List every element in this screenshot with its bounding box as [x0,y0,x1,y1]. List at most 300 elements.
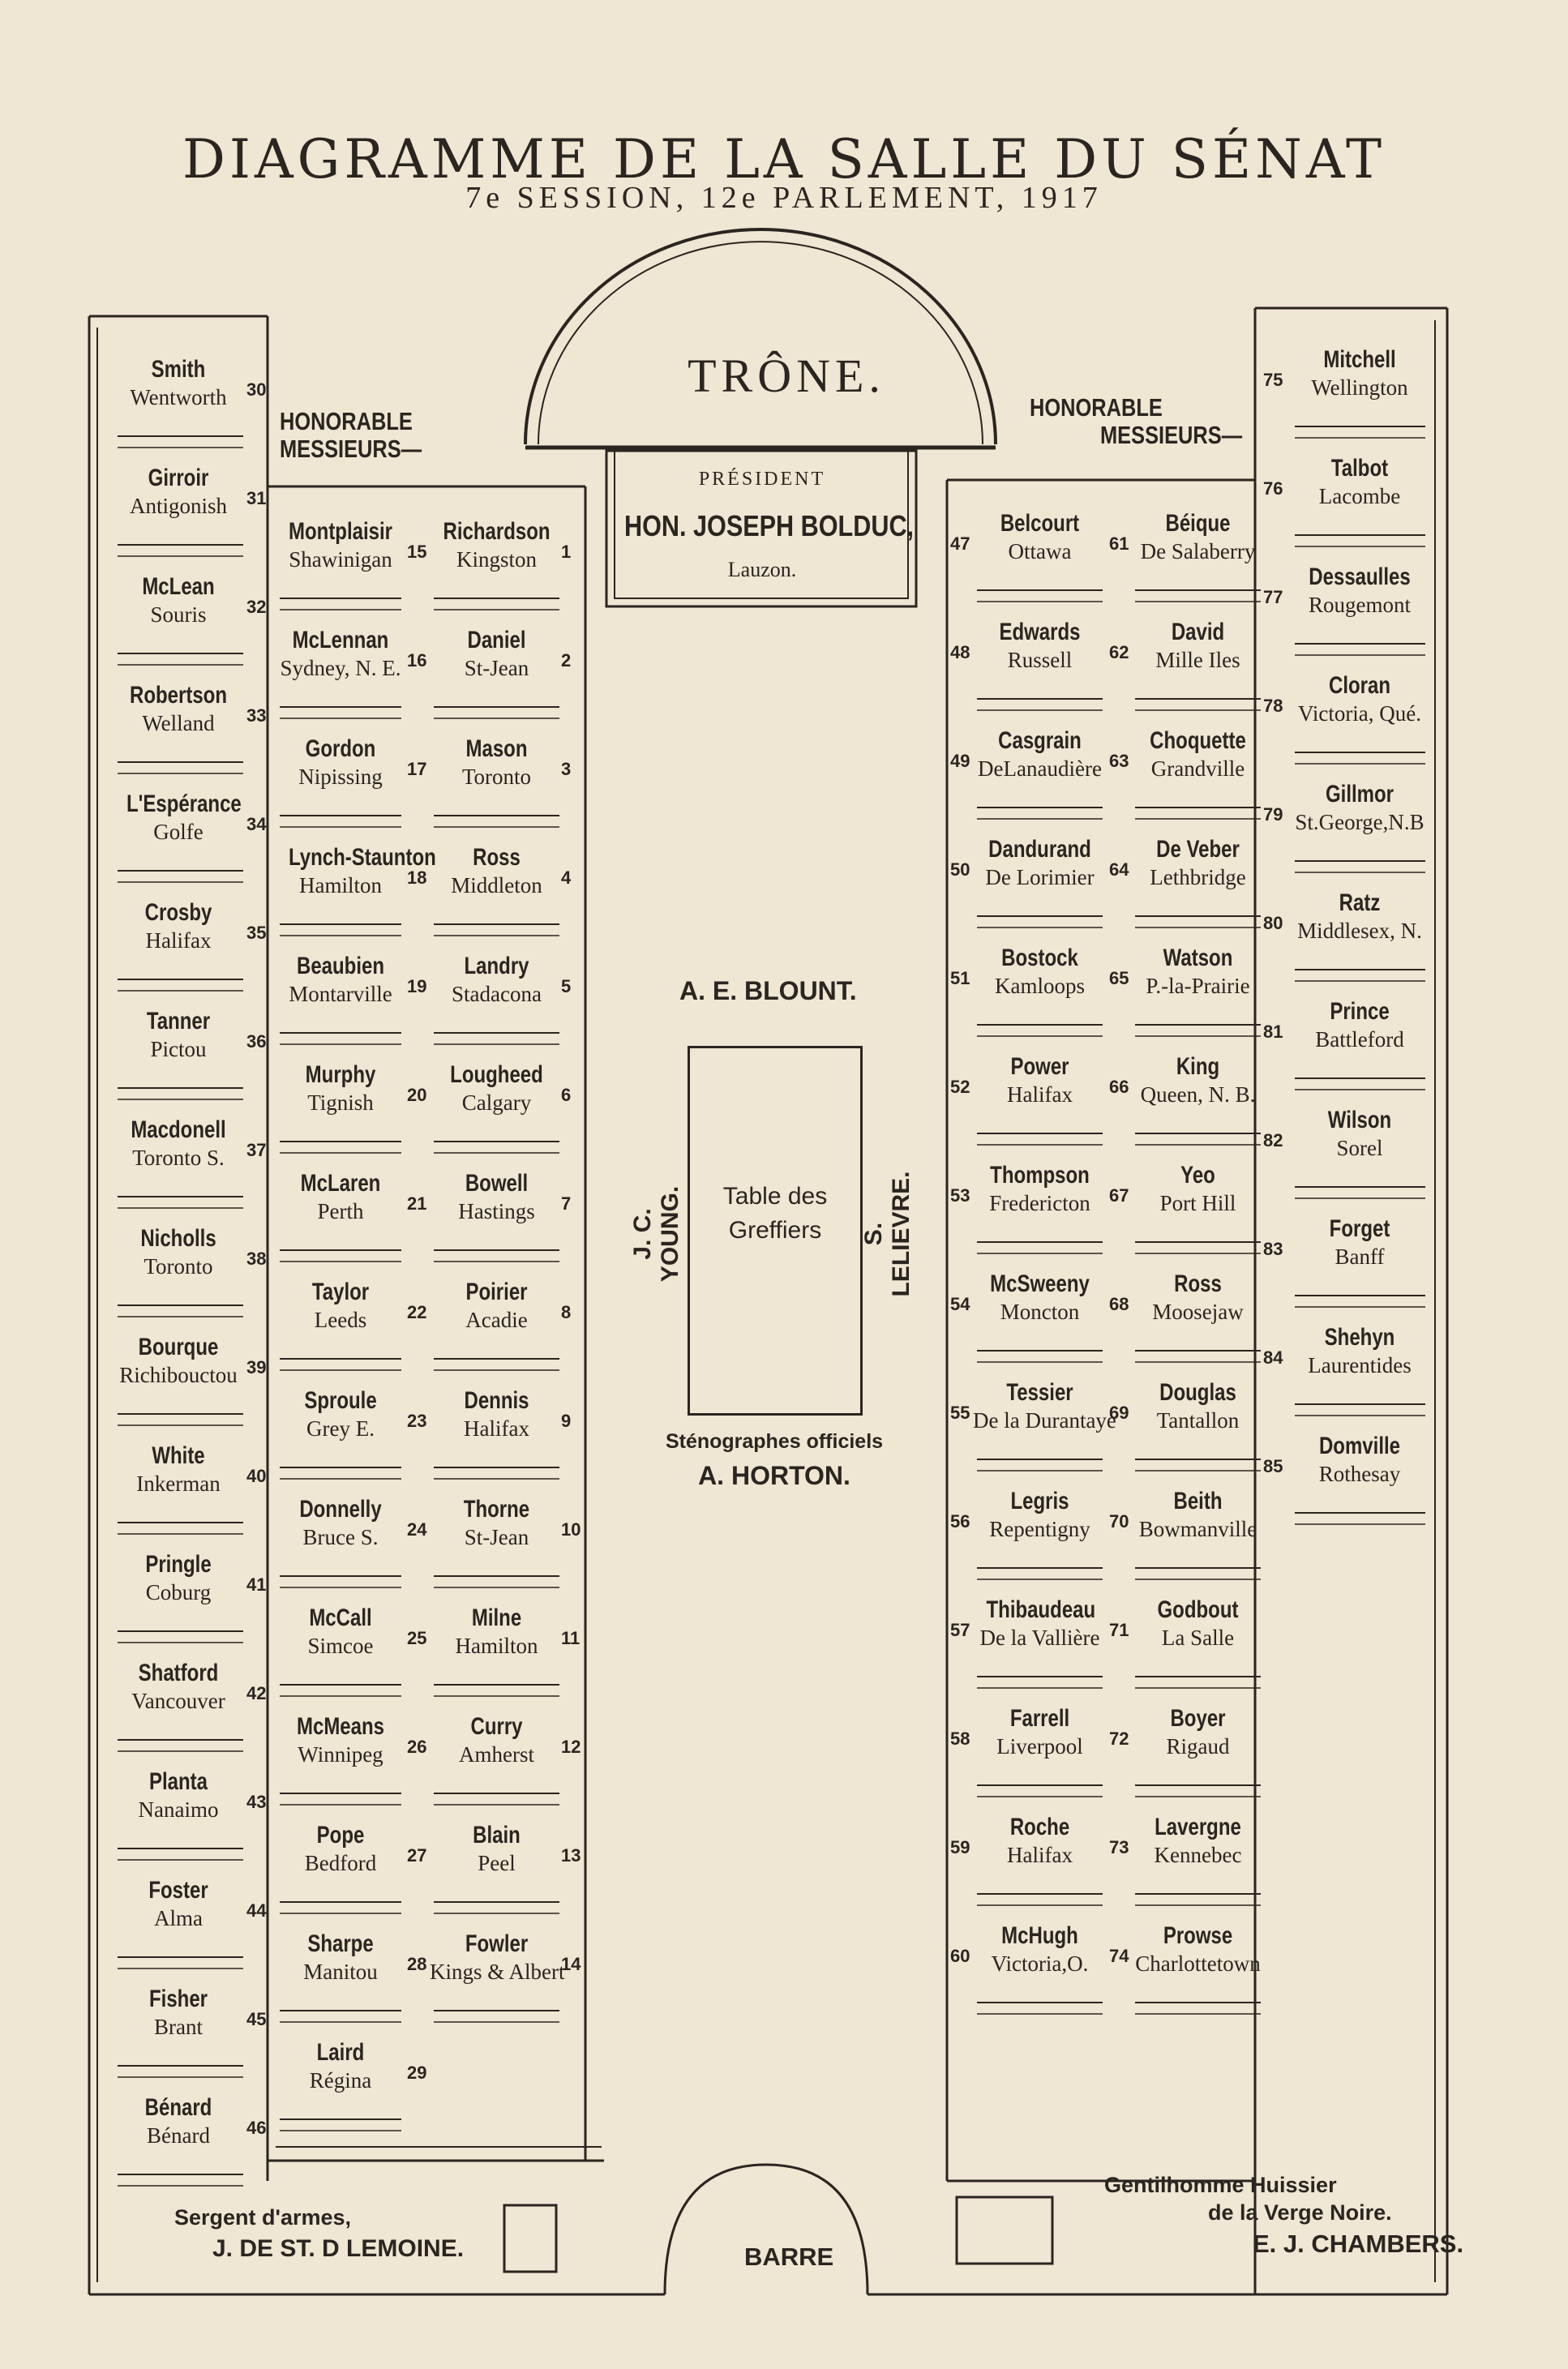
senator-name: McLennan [292,627,389,653]
seat-51 [973,945,1107,997]
seat-38 [114,1226,243,1278]
senator-riding: Acadie [465,1307,528,1332]
seat-2 [430,628,563,679]
page-subtitle: 7e SESSION, 12e PARLEMENT, 1917 [465,181,1103,215]
senator-riding: Simcoe [307,1633,374,1658]
seat-number: 17 [407,759,427,779]
senator-name: Macdonell [131,1116,226,1143]
senator-riding: Pictou [150,1036,207,1061]
seat-42 [114,1660,243,1712]
seat-number: 73 [1109,1837,1129,1857]
president-riding: Lauzon. [727,558,797,581]
hon-right-2: MESSIEURS— [1100,421,1243,449]
seat-43 [114,1769,243,1821]
senator-name: Bostock [1001,945,1078,971]
senator-name: McSweeny [990,1270,1090,1297]
clerks-table-label: Table des Greffiers [722,1183,828,1244]
seat-number: 84 [1263,1347,1283,1368]
seat-13 [430,1823,563,1874]
seat-61 [1131,511,1265,563]
seat-30 [114,357,243,409]
seat-83 [1291,1216,1429,1268]
page-title: DIAGRAMME DE LA SALLE DU SÉNAT [182,128,1386,191]
president-name: HON. JOSEPH BOLDUC, [624,509,915,542]
senator-riding: Antigonish [129,493,227,518]
seat-39 [114,1334,243,1386]
senator-name: Forget [1329,1215,1390,1242]
usher-label-2: de la Verge Noire. [1208,2200,1392,2225]
senator-name: Bowell [465,1170,529,1197]
seat-number: 37 [246,1140,267,1160]
seat-52 [973,1054,1107,1106]
senator-riding: Tignish [307,1090,374,1115]
seat-number: 72 [1109,1729,1129,1749]
senator-name: Gillmor [1325,781,1394,808]
senator-riding: Souris [150,602,207,627]
senator-name: McMeans [296,1713,385,1740]
senator-riding: Nanaimo [138,1797,219,1822]
senator-name: Wilson [1327,1107,1392,1133]
senator-riding: Calgary [461,1090,532,1115]
senator-riding: Toronto S. [132,1145,225,1170]
seat-number: 32 [246,597,267,617]
bar-arch [665,2165,868,2294]
senator-name: Mason [465,735,528,762]
senator-riding: Halifax [1007,1082,1073,1107]
seat-29 [276,2040,405,2092]
sergeant-label: Sergent d'armes, [174,2205,352,2230]
senator-name: Prowse [1163,1922,1233,1949]
seat-54 [973,1271,1107,1323]
senator-name: Dennis [464,1387,529,1414]
seat-number: 13 [561,1845,581,1866]
senator-riding: Manitou [303,1959,378,1984]
footer-box-right [957,2197,1052,2264]
senator-name: Bourque [138,1334,219,1360]
left-clerk: J. C. YOUNG. [629,1185,683,1283]
senator-riding: Charlottetown [1135,1951,1261,1976]
senator-riding: Kings & Albert [430,1959,565,1984]
seat-number: 63 [1109,751,1129,771]
seat-number: 71 [1109,1620,1129,1640]
senator-riding: Shawinigan [289,546,392,572]
senator-name: Prince [1330,998,1390,1025]
senator-riding: Richibouctou [119,1362,238,1387]
senator-name: Donnelly [299,1496,382,1523]
seat-56 [973,1489,1107,1540]
senator-riding: St-Jean [464,655,529,680]
seat-66 [1131,1054,1265,1106]
senator-riding: De Lorimier [985,864,1095,889]
seat-number: 76 [1263,478,1283,499]
seat-63 [1131,728,1265,780]
seat-80 [1291,890,1429,942]
senator-name: L'Espérance [126,790,242,817]
seat-32 [114,574,243,626]
sergeant-name: J. DE ST. D LEMOINE. [212,2235,465,2262]
seat-79 [1291,782,1429,833]
senator-name: Milne [471,1604,522,1631]
seat-number: 56 [950,1511,970,1531]
seat-number: 33 [246,705,267,726]
senator-riding: Hamilton [455,1633,538,1658]
seat-40 [114,1443,243,1495]
senator-name: McLean [142,573,215,600]
senator-riding: Amherst [459,1741,534,1767]
seat-number: 52 [950,1077,970,1097]
senator-riding: Vancouver [131,1688,225,1713]
senator-name: Fisher [148,1986,208,2012]
senator-name: Choquette [1150,727,1246,754]
senator-name: Beaubien [296,953,385,979]
seat-82 [1291,1107,1429,1159]
seat-number: 47 [950,533,970,554]
seat-11 [430,1605,563,1657]
seat-number: 36 [246,1031,267,1052]
seat-31 [114,465,243,517]
senator-riding: P.-la-Prairie [1146,973,1250,998]
senator-name: Thorne [463,1496,530,1523]
senator-riding: St.George,N.B [1295,809,1424,834]
senator-riding: Montarville [289,981,392,1006]
senator-name: Lynch-Staunton [289,844,436,871]
senator-name: Dessaulles [1309,563,1411,590]
seat-62 [1131,619,1265,671]
senator-riding: Bedford [304,1850,377,1875]
clerk-assistant: A. E. BLOUNT. [679,976,857,1005]
seat-number: 48 [950,642,970,662]
seat-68 [1131,1271,1265,1323]
senator-name: Nicholls [140,1225,216,1252]
senator-riding: Inkerman [136,1471,221,1496]
senator-name: Tanner [146,1008,211,1035]
seat-9 [430,1388,563,1440]
senator-riding: Winnipeg [298,1741,383,1767]
seat-number: 1 [561,542,572,562]
senator-name: Robertson [130,682,227,709]
seat-number: 46 [246,2118,267,2138]
seat-22 [276,1279,405,1331]
seat-84 [1291,1325,1429,1377]
seat-number: 80 [1263,913,1283,933]
senator-name: Ross [473,844,521,871]
hon-right-1: HONORABLE [1030,393,1163,422]
seat-67 [1131,1163,1265,1214]
seat-6 [430,1062,563,1114]
senator-name: Ross [1174,1270,1222,1297]
senator-riding: Sydney, N. E. [280,655,401,680]
senator-riding: Victoria, Qué. [1297,700,1422,726]
senator-riding: Queen, N. B. [1140,1082,1256,1107]
senator-riding: Bénard [147,2123,210,2148]
seat-21 [276,1171,405,1223]
senator-riding: Grandville [1150,756,1245,781]
senator-name: Sproule [304,1387,377,1414]
seat-75 [1291,347,1429,399]
seat-number: 62 [1109,642,1129,662]
right-clerk: S. LELIEVRE. [860,1171,915,1297]
senator-riding: Moncton [1000,1299,1080,1324]
senator-name: Sharpe [307,1930,374,1957]
seat-76 [1291,456,1429,508]
senator-riding: Bruce S. [302,1524,379,1549]
senator-name: Blain [473,1822,521,1849]
seat-number: 38 [246,1249,267,1269]
seat-17 [276,736,405,788]
seat-number: 22 [407,1302,427,1322]
seat-number: 58 [950,1729,970,1749]
seat-number: 64 [1109,859,1129,880]
senator-name: Farrell [1009,1705,1070,1732]
senator-riding: Kingston [456,546,537,572]
senator-riding: De la Vallière [979,1625,1100,1650]
senator-riding: Sorel [1336,1135,1383,1160]
senator-riding: Brant [154,2014,203,2039]
senator-riding: Laurentides [1308,1352,1412,1377]
seat-33 [114,683,243,735]
seat-26 [276,1714,405,1766]
seat-number: 54 [950,1294,970,1314]
seat-16 [276,628,405,679]
seat-number: 61 [1109,533,1129,554]
senator-riding: Port Hill [1159,1190,1236,1215]
seat-number: 3 [561,759,572,779]
reporters-label: Sténographes officiels [665,1430,884,1453]
senator-riding: St-Jean [464,1524,529,1549]
senator-name: Watson [1163,945,1233,971]
seat-number: 23 [407,1411,427,1431]
senator-riding: DeLanaudière [978,756,1102,781]
seat-number: 27 [407,1845,427,1866]
senator-riding: Banff [1335,1244,1385,1269]
seat-number: 74 [1109,1946,1129,1966]
senator-name: Godbout [1157,1596,1239,1623]
senator-name: Pope [316,1822,365,1849]
senator-name: Lougheed [450,1061,543,1088]
senator-name: Laird [316,2039,365,2066]
seat-number: 75 [1263,370,1283,390]
senator-riding: Mille Iles [1155,647,1240,672]
senator-name: Yeo [1180,1162,1215,1189]
seat-number: 81 [1263,1022,1283,1042]
senator-name: Cloran [1328,672,1390,699]
seat-15 [276,519,405,571]
senator-name: Belcourt [1000,510,1080,537]
senator-riding: Middlesex, N. [1297,918,1422,943]
throne-dome [525,229,996,444]
senator-name: Domville [1318,1433,1401,1459]
senator-riding: Wentworth [130,384,227,409]
senator-riding: Leeds [314,1307,367,1332]
seat-number: 14 [561,1954,581,1974]
senator-name: Thibaudeau [986,1596,1096,1623]
seat-number: 10 [561,1519,581,1540]
seat-49 [973,728,1107,780]
seat-3 [430,736,563,788]
seat-25 [276,1605,405,1657]
seat-number: 6 [561,1085,572,1105]
senator-name: Landry [464,953,529,979]
senator-riding: Régina [309,2067,372,2093]
seat-71 [1131,1597,1265,1649]
senator-riding: Moosejaw [1152,1299,1244,1324]
senator-riding: Halifax [464,1416,529,1441]
seat-47 [973,511,1107,563]
senator-riding: Kennebec [1154,1842,1242,1867]
senator-riding: Coburg [145,1579,212,1604]
senator-riding: La Salle [1161,1625,1235,1650]
senator-name: Tessier [1006,1379,1073,1406]
seat-number: 65 [1109,968,1129,988]
senator-name: Lavergne [1155,1814,1241,1840]
senator-riding: Golfe [153,819,203,844]
senator-name: Foster [148,1877,208,1904]
senator-name: McHugh [1001,1922,1078,1949]
seat-20 [276,1062,405,1114]
senator-name: Fowler [465,1930,529,1957]
seat-number: 39 [246,1357,267,1377]
senator-name: Poirier [465,1279,528,1305]
seat-72 [1131,1706,1265,1758]
seat-78 [1291,673,1429,725]
seat-57 [973,1597,1107,1649]
senator-riding: Kamloops [995,973,1085,998]
senator-name: Boyer [1170,1705,1226,1732]
seat-10 [430,1497,563,1549]
seat-number: 70 [1109,1511,1129,1531]
usher-name: E. J. CHAMBERS. [1253,2230,1464,2258]
seat-60 [973,1923,1107,1975]
seat-number: 9 [561,1411,572,1431]
seat-number: 85 [1263,1456,1283,1476]
seat-28 [276,1931,405,1983]
seat-37 [114,1117,243,1169]
throne-label: TRÔNE. [688,349,885,402]
seat-number: 79 [1263,804,1283,825]
senator-riding: Fredericton [989,1190,1090,1215]
senator-riding: Ottawa [1008,538,1072,563]
seat-36 [114,1009,243,1060]
senator-riding: Rothesay [1318,1461,1401,1486]
senator-name: Planta [148,1768,208,1795]
senator-riding: Lacombe [1318,483,1401,508]
seat-4 [430,845,563,897]
senator-name: McLaren [300,1170,381,1197]
seat-7 [430,1171,563,1223]
seat-27 [276,1823,405,1874]
seat-number: 4 [561,867,572,888]
senator-name: Curry [470,1713,523,1740]
senator-name: Richardson [443,518,551,545]
seat-number: 57 [950,1620,970,1640]
seat-70 [1131,1489,1265,1540]
senator-riding: Grey E. [306,1416,375,1441]
seat-64 [1131,837,1265,889]
senator-name: De Veber [1156,836,1240,863]
senator-name: Shatford [138,1660,219,1686]
seat-41 [114,1552,243,1604]
seat-number: 59 [950,1837,970,1857]
senator-riding: Halifax [145,927,212,953]
senator-riding: Rigaud [1166,1733,1230,1759]
seat-number: 31 [246,488,267,508]
hon-left-2: MESSIEURS— [280,435,422,463]
seat-number: 68 [1109,1294,1129,1314]
senator-name: Ratz [1339,889,1381,916]
seat-12 [430,1714,563,1766]
seat-85 [1291,1433,1429,1485]
seat-number: 42 [246,1683,267,1703]
senator-riding: Nipissing [298,764,383,789]
senator-name: Dandurand [988,836,1091,863]
senator-name: Taylor [311,1279,370,1305]
hon-left-1: HONORABLE [280,407,413,435]
seat-number: 7 [561,1193,572,1214]
seat-24 [276,1497,405,1549]
president-label: PRÉSIDENT [698,469,826,490]
seat-number: 66 [1109,1077,1129,1097]
seat-65 [1131,945,1265,997]
senator-name: King [1176,1053,1220,1080]
seat-35 [114,900,243,952]
senator-riding: Lethbridge [1150,864,1246,889]
seat-45 [114,1986,243,2038]
senator-riding: Perth [317,1198,364,1223]
seat-77 [1291,564,1429,616]
senator-name: Bénard [144,2094,212,2121]
seat-23 [276,1388,405,1440]
seat-number: 15 [407,542,427,562]
senator-name: Gordon [305,735,376,762]
senator-name: Legris [1010,1488,1069,1514]
usher-label-1: Gentilhomme Huissier [1104,2173,1337,2197]
senator-name: Power [1010,1053,1069,1080]
senator-riding: Repentigny [989,1516,1090,1541]
seat-number: 34 [246,814,267,834]
seat-number: 78 [1263,696,1283,716]
seat-34 [114,791,243,843]
seat-number: 24 [407,1519,427,1540]
senator-name: Montplaisir [289,518,393,545]
senator-riding: Halifax [1007,1842,1073,1867]
seat-number: 21 [407,1193,427,1214]
senator-name: Edwards [999,619,1081,645]
seat-number: 53 [950,1185,970,1206]
seat-number: 19 [407,976,427,996]
senator-riding: Rougemont [1309,592,1411,617]
seat-55 [973,1379,1116,1433]
seat-number: 67 [1109,1185,1129,1206]
seat-number: 8 [561,1302,572,1322]
seat-number: 50 [950,859,970,880]
seat-48 [973,619,1107,671]
senator-name: Béique [1165,510,1231,537]
seat-number: 82 [1263,1130,1283,1150]
senator-riding: Liverpool [996,1733,1083,1759]
seat-69 [1131,1380,1265,1432]
seat-8 [430,1279,563,1331]
seat-53 [973,1163,1107,1214]
seat-14 [430,1931,563,1983]
senator-name: Murphy [305,1061,376,1088]
seat-number: 16 [407,650,427,670]
senator-riding: Stadacona [452,981,542,1006]
senator-name: McCall [309,1604,372,1631]
seat-number: 49 [950,751,970,771]
senator-riding: De la Durantaye [973,1407,1116,1433]
senator-name: Talbot [1330,455,1389,482]
seat-number: 51 [950,968,970,988]
